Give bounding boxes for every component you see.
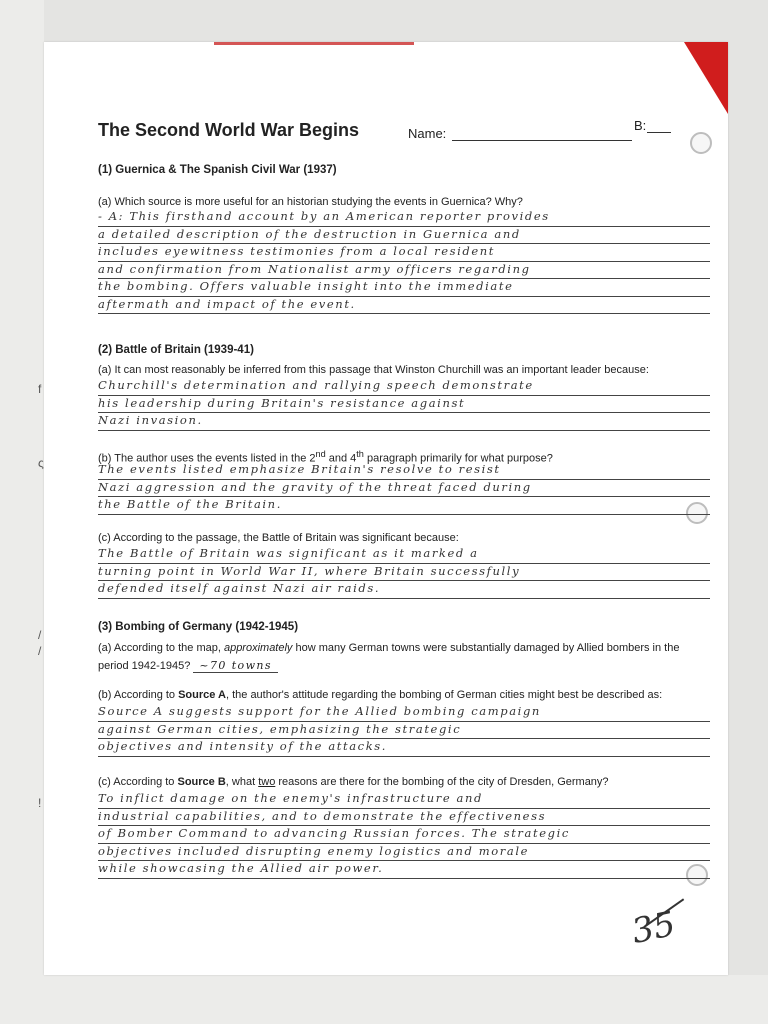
section-heading-bombing-of-germany: (3) Bombing of Germany (1942-1945) — [98, 621, 299, 633]
handwritten-grade: 35 — [628, 903, 679, 953]
answer-3b — [98, 704, 710, 757]
answer-line: against German cities, emphasizing the strategic — [98, 722, 710, 740]
answer-line: To inflict damage on the enemy's infrastructure and — [98, 791, 710, 809]
margin-marks: f ς / / ! — [38, 382, 44, 810]
block-field[interactable] — [647, 132, 671, 133]
question-3b-text-post: , the author's attitude regarding the bombing of German cities might best be described as: — [225, 689, 663, 701]
answer-line: Source A suggests support for the Allied bombing campaign — [98, 704, 710, 722]
answer-line: Nazi aggression and the gravity of the threat faced during — [98, 480, 710, 498]
question-3a-text-pre: (a) According to the map, — [98, 642, 224, 654]
answer-line: a detailed description of the destruction in Guernica and — [98, 227, 710, 245]
name-label: Name: — [408, 126, 447, 141]
answer-1a — [98, 209, 710, 314]
answer-line: The events listed emphasize Britain's resolve to resist — [98, 462, 710, 480]
red-mark-top — [214, 42, 414, 45]
red-folder-corner — [684, 42, 728, 114]
answer-line: - A: This firsthand account by an American reporter provides — [98, 209, 710, 227]
block-label: B: — [634, 118, 647, 133]
question-1a: (a) Which source is more useful for an historian studying the events in Guernica? Why? — [98, 196, 523, 208]
question-2a: (a) It can most reasonably be inferred from this passage that Winston Churchill was an important leader because: — [98, 364, 649, 376]
question-2b-text-mid: and 4 — [325, 452, 357, 465]
question-2b-sup-th: th — [356, 449, 364, 459]
section-heading-battle-of-britain: (2) Battle of Britain (1939-41) — [98, 344, 254, 356]
question-2c: (c) According to the passage, the Battle of Britain was significant because: — [98, 532, 459, 544]
question-3c-text-mid: , what — [225, 776, 259, 788]
question-3c-text-pre: (c) According to — [98, 776, 178, 788]
question-3c-text-post: reasons are there for the bombing of the city of Dresden, Germany? — [275, 776, 609, 788]
question-2b-text-post: paragraph primarily for what purpose? — [363, 452, 553, 465]
question-3a-emphasis: approximately — [223, 642, 293, 654]
question-3a — [98, 640, 708, 675]
answer-line: aftermath and impact of the event. — [98, 297, 710, 315]
name-field[interactable] — [452, 140, 632, 141]
question-3c-source-b: Source B — [177, 776, 226, 788]
answer-line: Nazi invasion. — [98, 413, 710, 431]
answer-line: his leadership during Britain's resistance against — [98, 396, 710, 414]
answer-line: includes eyewitness testimonies from a local resident — [98, 244, 710, 262]
answer-line: turning point in World War II, where Britain successfully — [98, 564, 710, 582]
section-heading-guernica: (1) Guernica & The Spanish Civil War (1937) — [98, 164, 337, 176]
answer-line: the bombing. Offers valuable insight into the immediate — [98, 279, 710, 297]
question-3b — [98, 687, 708, 704]
binder-hole-top — [690, 132, 712, 154]
question-3c-underlined: two — [258, 776, 276, 788]
answer-line: the Battle of the Britain. — [98, 497, 710, 515]
question-3c — [98, 774, 708, 791]
question-3b-text-pre: (b) According to — [98, 689, 179, 701]
question-3b-source-a: Source A — [178, 689, 226, 701]
answer-3c — [98, 791, 710, 879]
answer-line: objectives included disrupting enemy logistics and morale — [98, 844, 710, 862]
page-title: The Second World War Begins — [98, 120, 360, 140]
answer-2a — [98, 378, 710, 431]
answer-line: and confirmation from Nationalist army officers regarding — [98, 262, 710, 280]
scan-background-bottom — [0, 975, 768, 1024]
question-3a-text-post: how many German towns were substantially damaged by Allied bombers in the period 1942-1945? — [98, 642, 680, 672]
answer-line: defended itself against Nazi air raids. — [98, 581, 710, 599]
answer-2c — [98, 546, 710, 599]
answer-line: industrial capabilities, and to demonstrate the effectiveness — [98, 809, 710, 827]
answer-3a: ~70 towns — [193, 659, 278, 673]
answer-line: while showcasing the Allied air power. — [98, 861, 710, 879]
question-2b-text-pre: (b) The author uses the events listed in the 2 — [98, 452, 316, 465]
answer-line: Churchill's determination and rallying speech demonstrate — [98, 378, 710, 396]
answer-line: objectives and intensity of the attacks. — [98, 739, 710, 757]
answer-line: The Battle of Britain was significant as it marked a — [98, 546, 710, 564]
answer-2b — [98, 462, 710, 515]
question-2b-sup-nd: nd — [315, 449, 326, 459]
answer-line: of Bomber Command to advancing Russian forces. The strategic — [98, 826, 710, 844]
worksheet-page — [44, 42, 728, 975]
